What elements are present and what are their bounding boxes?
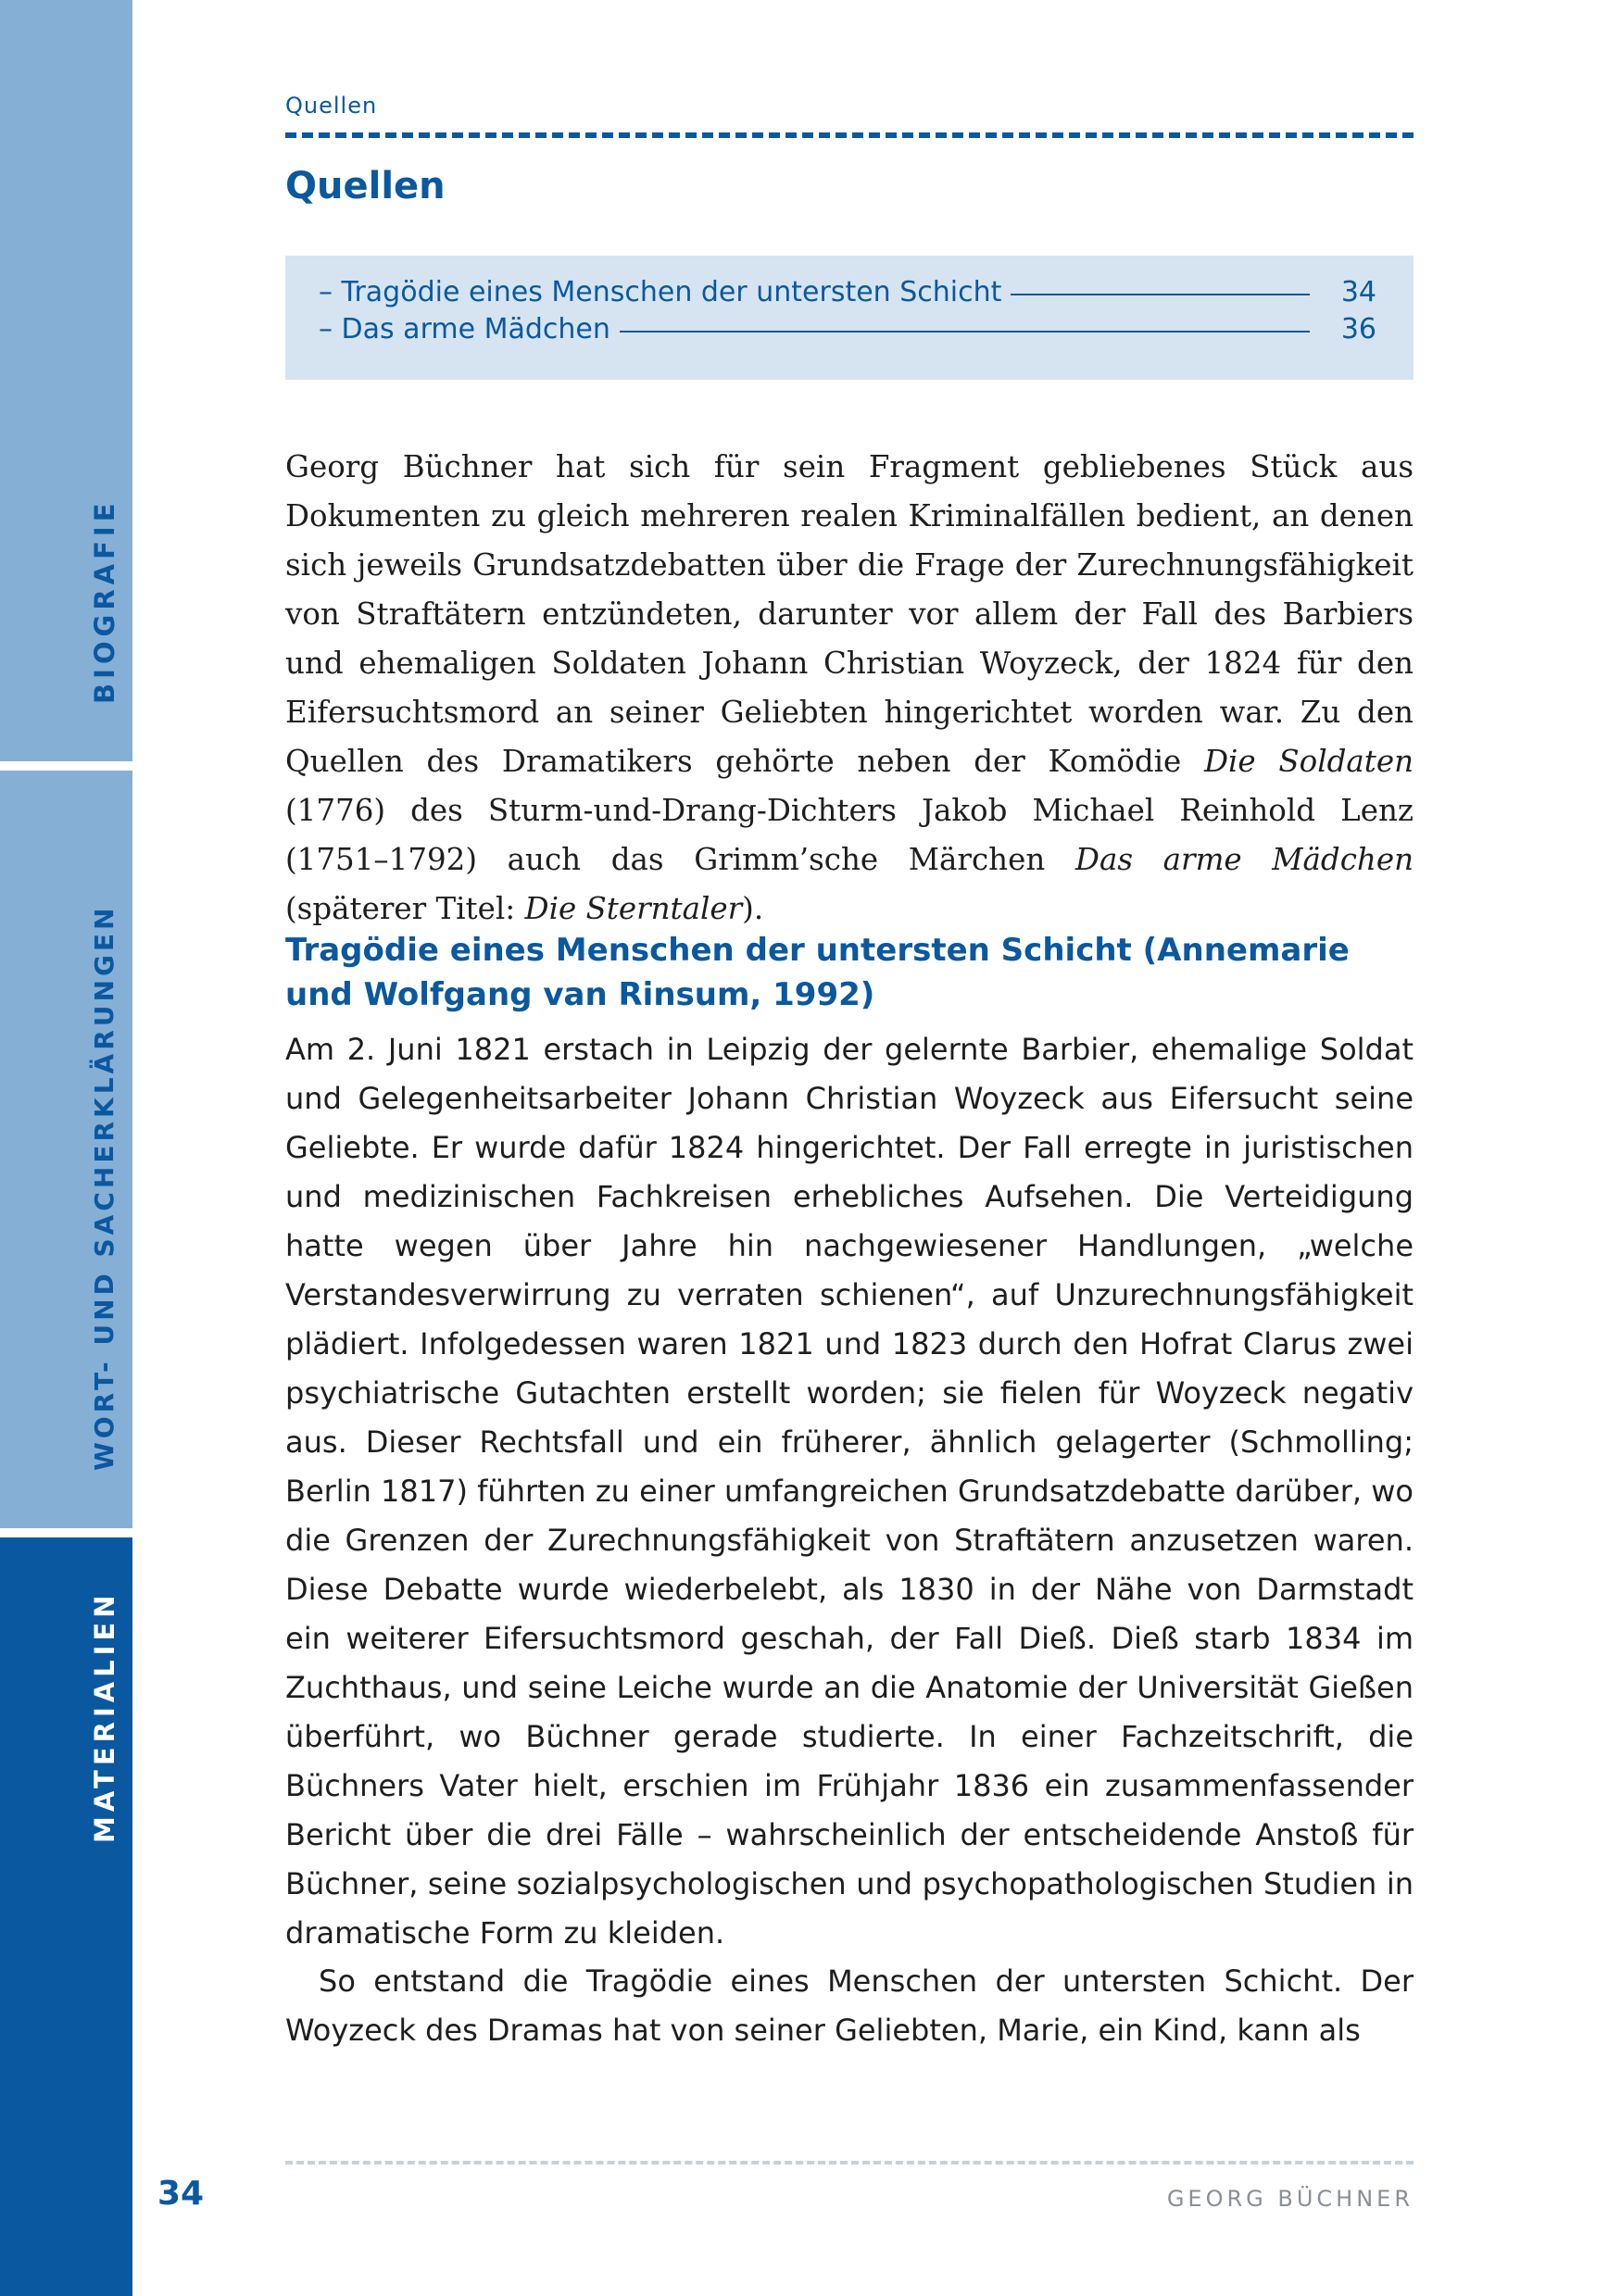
toc-leader-line [1011,294,1309,295]
work-title-das-arme-maedchen: Das arme Mädchen [1074,842,1414,877]
work-title-die-soldaten: Die Soldaten [1203,744,1414,779]
sidebar-tab-biografie[interactable] [0,0,132,761]
toc-item-label: – Tragödie eines Menschen der untersten Schicht [319,276,1002,308]
toc-item-page: 36 [1340,313,1376,345]
toc-leader-line [620,331,1310,332]
section-subheading: Tragödie eines Menschen der untersten Schicht (Annemarie und Wolfgang van Rinsum, 1992) [285,932,1350,1013]
work-title-die-sterntaler: Die Sterntaler [524,891,743,926]
intro-text: Georg Büchner hat sich für sein Fragment gebliebenes Stück aus Dokumenten zu gleich mehreren realen Kriminalfällen bedient, an denen sich jeweils Grundsatzdebatten über die Frage der Zurechnungsfähigkeit von Straftätern entzündeten, darunter vor allem der Fall des Barbiers und ehemaligen Soldaten Johann Christian Woyzeck, der 1824 für den Eifersuchtsmord an seiner Geliebten hingerichtet worden war. Zu den Quellen des Dramatikers gehörte neben der Komödie [285,449,1414,779]
toc-item[interactable] [319,313,1376,350]
toc-item[interactable] [319,276,1376,313]
toc-item-label: – Das arme Mädchen [319,313,610,345]
footer-author: GEORG BÜCHNER [1166,2186,1414,2212]
footer-divider [285,2161,1414,2164]
sidebar-tab-label: WORT- UND SACHERKLÄRUNGEN [89,904,119,1471]
toc-item-page: 34 [1340,276,1376,308]
sidebar [0,0,132,2296]
intro-text: (späterer Titel: [285,891,525,926]
table-of-contents [285,256,1414,380]
sidebar-tab-label: MATERIALIEN [89,1590,120,1843]
running-head: Quellen [285,93,378,119]
sidebar-tab-label: BIOGRAFIE [89,498,120,704]
body-paragraph: Am 2. Juni 1821 erstach in Leipzig der gelernte Barbier, ehemalige Soldat und Gelegenheitsarbeiter Johann Christian Woyzeck aus Eifersucht seine Geliebte. Er wurde dafür 1824 hingerichtet. Der Fall erregte in juristischen und medizinischen Fachkreisen erhebliches Aufsehen. Die Verteidigung hatte wegen über Jahre hin nachgewiesener Handlungen, „welche Verstandesverwirrung zu verraten schienen“, auf Unzurechnungsfähigkeit plädiert. Infolgedessen waren 1821 und 1823 durch den Hofrat Clarus zwei psychiatrische Gutachten erstellt worden; sie fielen für Woyzeck negativ aus. Dieser Rechtsfall und ein früherer, ähnlich gelagerter (Schmolling; Berlin 1817) führten zu einer umfangreichen Grundsatzdebatte darüber, wo die Grenzen der Zurechnungsfähigkeit von Straftätern anzusetzen waren. Diese Debatte wurde wiederbelebt, als 1830 in der Nähe von Darmstadt ein weiterer Eifersuchtsmord geschah, der Fall Dieß. Dieß starb 1834 im Zuchthaus, und seine Leiche wurde an die Anatomie der Universität Gießen überführt, wo Büchner gerade studierte. In einer Fachzeitschrift, die Büchners Vater hielt, erschien im Frühjahr 1836 ein zusammenfassender Bericht über die drei Fälle – wahrscheinlich der entscheidende Anstoß für Büchner, seine sozialpsychologischen und psychopathologischen Studien in dramatische Form zu kleiden. [285,1032,1414,1951]
intro-paragraph [285,443,1414,934]
body-paragraph: So entstand die Tragödie eines Menschen der untersten Schicht. Der Woyzeck des Dramas hat von seiner Geliebten, Marie, ein Kind, kann als [285,1964,1414,2048]
sidebar-tab-materialien[interactable] [0,1537,132,2296]
sidebar-tab-wort-und-sacherklaerungen[interactable] [0,771,132,1528]
intro-text: ). [742,891,764,926]
page-title: Quellen [285,165,446,207]
header-divider [285,132,1414,138]
intro-text: (1776) des Sturm-und-Drang-Dichters Jakob Michael Reinhold Lenz (1751–1792) auch das Grimm’sche Märchen [285,793,1414,877]
page-number: 34 [157,2175,205,2213]
